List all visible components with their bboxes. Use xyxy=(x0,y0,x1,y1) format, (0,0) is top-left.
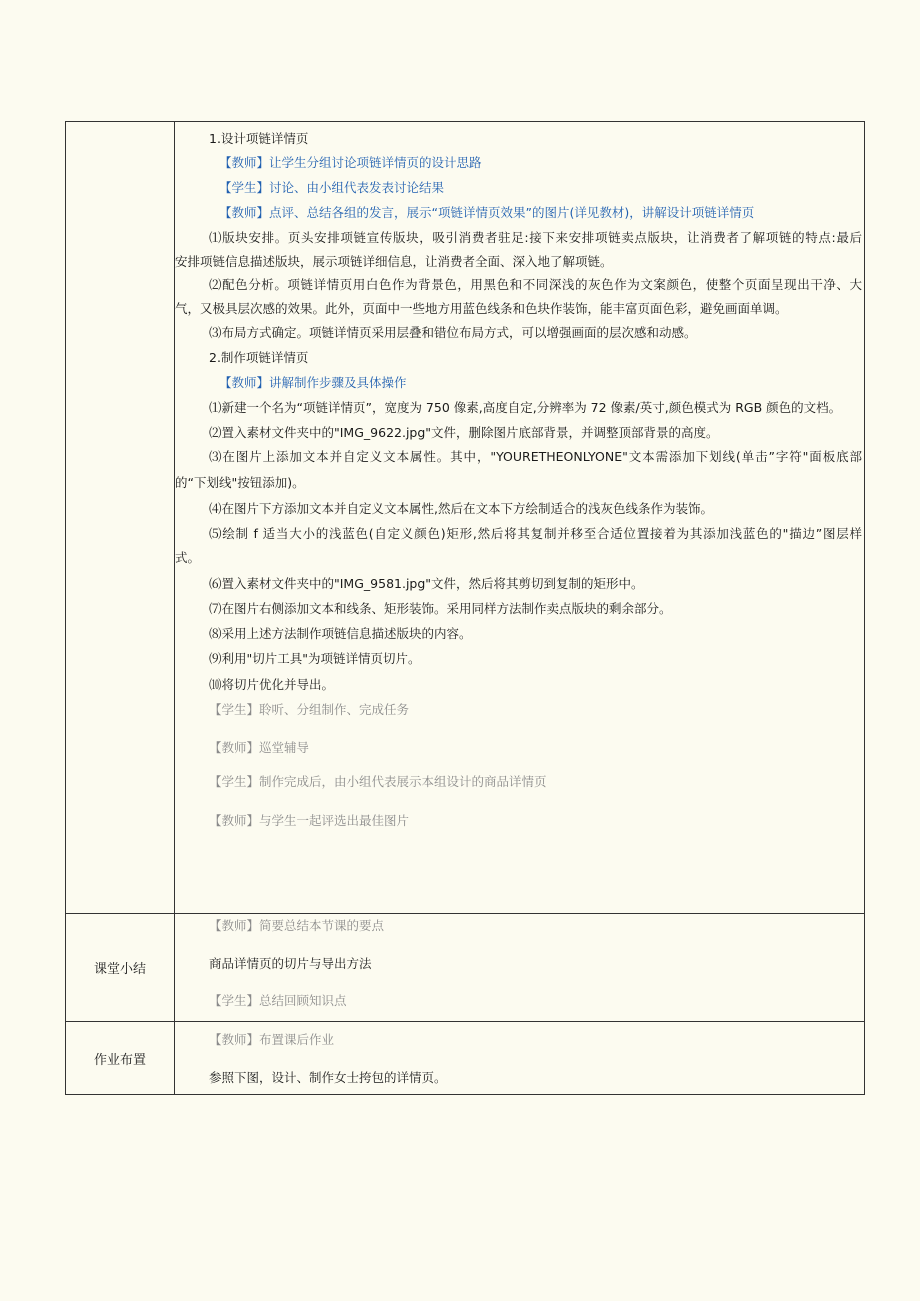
step-line-cont: 气，又极具层次感的效果。此外，页面中一些地方用蓝色线条和色块作装饰，能丰富页面色彩，避免画面单调。 xyxy=(175,301,788,316)
teaching-process-row xyxy=(66,122,864,913)
teacher-line: 【教师】点评、总结各组的发言，展示“项链详情页效果”的图片(详见教材)，讲解设计项链详情页 xyxy=(219,205,755,220)
summary-content xyxy=(175,914,864,1021)
step-line-cont: 安排项链信息描述版块，展示项链详细信息，让消费者全面、深入地了解项链。 xyxy=(175,254,613,269)
row-label-empty xyxy=(66,122,175,913)
step-line: ⑵配色分析。项链详情页用白色作为背景色，用黑色和不同深浅的灰色作为文案颜色，使整个页面呈现出干净、大 xyxy=(209,277,862,292)
teacher-line: 【教师】布置课后作业 xyxy=(209,1032,335,1047)
homework-row xyxy=(66,1021,864,1094)
step-line: ⑽将切片优化并导出。 xyxy=(209,677,335,692)
teacher-line: 【教师】讲解制作步骤及具体操作 xyxy=(219,375,407,390)
step-line: ⑻采用上述方法制作项链信息描述版块的内容。 xyxy=(209,626,472,641)
teacher-line: 【教师】让学生分组讨论项链详情页的设计思路 xyxy=(219,155,482,170)
homework-content xyxy=(175,1022,864,1094)
summary-label: 课堂小结 xyxy=(66,914,175,1021)
teaching-process-content xyxy=(175,122,864,913)
step-line: ⑵置入素材文件夹中的"IMG_9622.jpg"文件，删除图片底部背景，并调整顶部背景的高度。 xyxy=(209,425,719,440)
step-line: ⑴版块安排。页头安排项链宣传版块，吸引消费者驻足:接下来安排项链卖点版块，让消费者了解项链的特点:最后 xyxy=(209,230,862,245)
student-line: 【学生】聆听、分组制作、完成任务 xyxy=(209,702,410,717)
homework-text: 参照下图，设计、制作女士挎包的详情页。 xyxy=(209,1070,447,1085)
summary-text: 商品详情页的切片与导出方法 xyxy=(209,956,372,971)
step-line: ⑴新建一个名为“项链详情页”，宽度为 750 像素,高度自定,分辨率为 72 像素/英寸,颜色模式为 RGB 颜色的文档。 xyxy=(209,400,842,415)
step-line: ⑸绘制 f 适当大小的浅蓝色(自定义颜色)矩形,然后将其复制并移至合适位置接着为其添加浅蓝色的"描边”图层样 xyxy=(209,526,862,541)
teacher-line: 【教师】巡堂辅导 xyxy=(209,740,310,755)
student-line: 【学生】制作完成后，由小组代表展示本组设计的商品详情页 xyxy=(209,774,547,789)
step-line: ⑹置入素材文件夹中的"IMG_9581.jpg"文件，然后将其剪切到复制的矩形中。 xyxy=(209,576,644,591)
step-line: ⑺在图片右侧添加文本和线条、矩形装饰。采用同样方法制作卖点版块的剩余部分。 xyxy=(209,601,672,616)
step-line-cont: 式。 xyxy=(175,550,201,565)
lesson-table xyxy=(65,121,865,1095)
step-line: ⑶在图片上添加文本并自定义文本属性。其中，"YOURETHEONLYONE"文本需添加下划线(单击”字符"面板底部 xyxy=(209,449,862,464)
step-line: ⑷在图片下方添加文本并自定义文本属性,然后在文本下方绘制适合的浅灰色线条作为装饰。 xyxy=(209,501,713,516)
step-line: ⑼利用"切片工具"为项链详情页切片。 xyxy=(209,651,421,666)
section-heading: 2.制作项链详情页 xyxy=(209,350,309,365)
teacher-line: 【教师】简要总结本节课的要点 xyxy=(209,918,385,933)
step-line-cont: 的“下划线"按钮添加)。 xyxy=(175,475,305,490)
summary-row xyxy=(66,913,864,1021)
homework-label: 作业布置 xyxy=(66,1022,175,1094)
teacher-line: 【教师】与学生一起评选出最佳图片 xyxy=(209,813,410,828)
step-line: ⑶布局方式确定。项链详情页采用层叠和错位布局方式，可以增强画面的层次感和动感。 xyxy=(209,325,697,340)
student-line: 【学生】总结回顾知识点 xyxy=(209,993,347,1008)
section-heading: 1.设计项链详情页 xyxy=(209,131,309,146)
student-line: 【学生】讨论、由小组代表发表讨论结果 xyxy=(219,180,445,195)
